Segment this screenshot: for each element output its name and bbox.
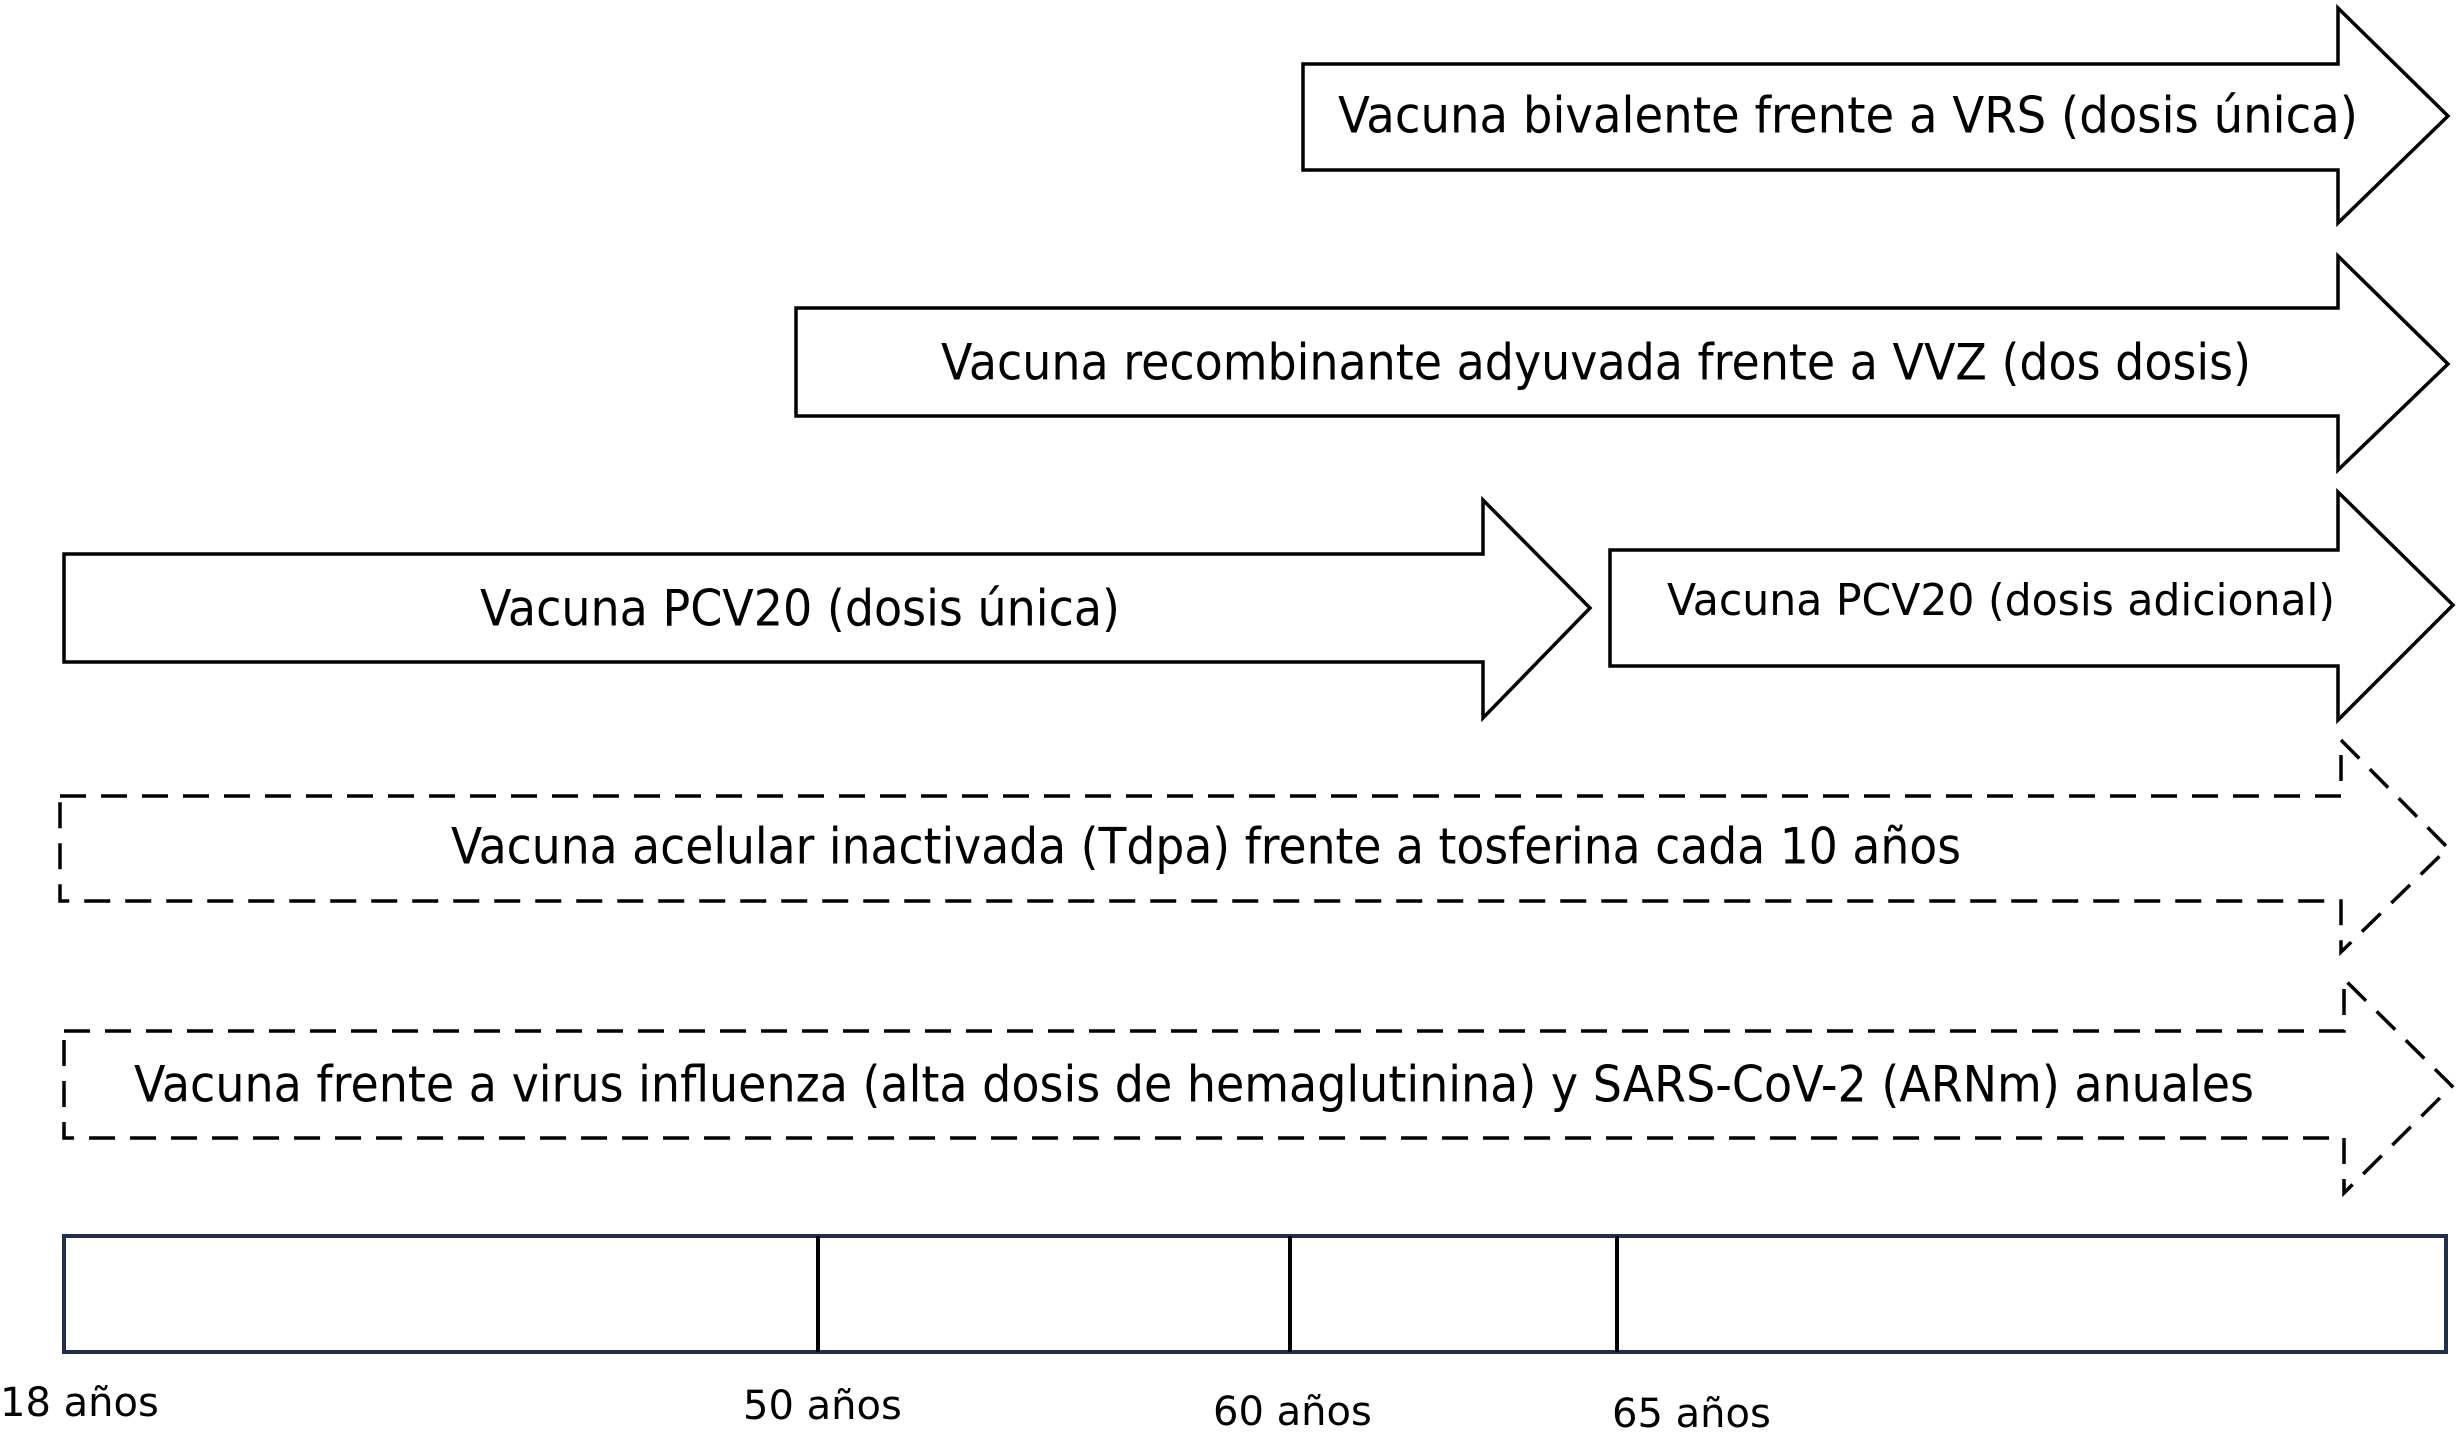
arrow-vvz-label: Vacuna recombinante adyuvada frente a VVZ (dos dosis) — [941, 333, 2251, 392]
age-label-18: 18 años — [0, 1380, 159, 1426]
arrow-pcv20-additional-label: Vacuna PCV20 (dosis adicional) — [1667, 575, 2335, 626]
age-label-50: 50 años — [743, 1383, 902, 1429]
arrow-vrs — [1303, 8, 2448, 223]
arrow-pcv20-single-label: Vacuna PCV20 (dosis única) — [480, 579, 1120, 638]
timeline — [0, 1236, 2446, 1433]
age-label-65: 65 años — [1612, 1391, 1771, 1433]
arrow-pcv20-additional — [1610, 492, 2453, 720]
arrow-flu-covid-label: Vacuna frente a virus influenza (alta dosis de hemaglutinina) y SARS-CoV-2 (ARNm) anuales — [134, 1055, 2254, 1114]
arrow-flu-covid — [64, 979, 2452, 1193]
arrow-pcv20-single — [64, 500, 1590, 718]
arrow-tdpa — [60, 740, 2448, 952]
arrow-vrs-label: Vacuna bivalente frente a VRS (dosis única) — [1338, 86, 2358, 145]
timeline-bar — [64, 1236, 2446, 1352]
arrow-tdpa-label: Vacuna acelular inactivada (Tdpa) frente a tosferina cada 10 años — [451, 817, 1961, 876]
age-label-60: 60 años — [1213, 1389, 1372, 1433]
arrow-vvz — [796, 256, 2448, 470]
